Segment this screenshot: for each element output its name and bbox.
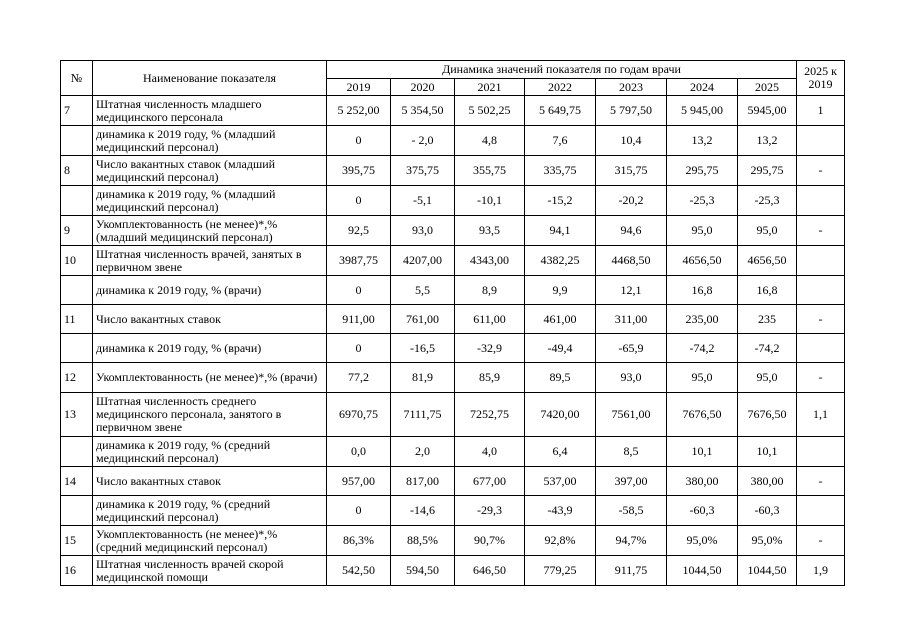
- table-row: [61, 526, 845, 556]
- year-value: 4468,50: [596, 246, 667, 276]
- year-value: 4207,00: [391, 246, 455, 276]
- year-value: 911,75: [596, 556, 667, 586]
- table-row: [61, 186, 845, 216]
- ratio-value: -: [797, 156, 845, 186]
- year-value: 92,8%: [525, 526, 596, 556]
- year-value: 6,4: [525, 437, 596, 467]
- year-value: 7420,00: [525, 393, 596, 437]
- row-number: 14: [61, 467, 93, 496]
- year-value: 5945,00: [738, 96, 797, 126]
- header-dynamics: Динамика значений показателя по годам врачи: [327, 61, 797, 79]
- ratio-value: 1,1: [797, 393, 845, 437]
- year-value: 4,0: [455, 437, 525, 467]
- header-year: 2020: [391, 79, 455, 96]
- year-value: 957,00: [327, 467, 391, 496]
- header-indicator-name: Наименование показателя: [93, 61, 327, 96]
- row-number: [61, 496, 93, 526]
- year-value: 93,0: [596, 363, 667, 393]
- year-value: -49,4: [525, 334, 596, 363]
- year-value: -65,9: [596, 334, 667, 363]
- indicator-name: Штатная численность врачей, занятых в первичном звене: [93, 246, 327, 276]
- year-value: 4382,25: [525, 246, 596, 276]
- year-value: -25,3: [738, 186, 797, 216]
- row-number: [61, 334, 93, 363]
- year-value: 0,0: [327, 437, 391, 467]
- year-value: 7676,50: [667, 393, 738, 437]
- year-value: 5 649,75: [525, 96, 596, 126]
- year-value: 677,00: [455, 467, 525, 496]
- year-value: 86,3%: [327, 526, 391, 556]
- year-value: -43,9: [525, 496, 596, 526]
- indicator-name: Укомплектованность (не менее)*,% (младший медицинский персонал): [93, 216, 327, 246]
- ratio-value: [797, 276, 845, 305]
- year-value: 7561,00: [596, 393, 667, 437]
- year-value: 0: [327, 126, 391, 156]
- table-row: [61, 156, 845, 186]
- year-value: 1044,50: [667, 556, 738, 586]
- row-number: 8: [61, 156, 93, 186]
- year-value: -58,5: [596, 496, 667, 526]
- year-value: 7676,50: [738, 393, 797, 437]
- table-row: [61, 96, 845, 126]
- year-value: 817,00: [391, 467, 455, 496]
- year-value: 5 354,50: [391, 96, 455, 126]
- year-value: 0: [327, 496, 391, 526]
- year-value: -32,9: [455, 334, 525, 363]
- year-value: 235: [738, 305, 797, 334]
- table-row: [61, 393, 845, 437]
- year-value: 397,00: [596, 467, 667, 496]
- row-number: 15: [61, 526, 93, 556]
- ratio-value: [797, 246, 845, 276]
- year-value: 0: [327, 186, 391, 216]
- ratio-value: [797, 437, 845, 467]
- indicator-name: динамика к 2019 году, % (средний медицинский персонал): [93, 437, 327, 467]
- year-value: -60,3: [738, 496, 797, 526]
- year-value: 335,75: [525, 156, 596, 186]
- table-row: [61, 334, 845, 363]
- year-value: 13,2: [667, 126, 738, 156]
- year-value: -5,1: [391, 186, 455, 216]
- row-number: [61, 276, 93, 305]
- year-value: - 2,0: [391, 126, 455, 156]
- year-value: 16,8: [667, 276, 738, 305]
- year-value: 594,50: [391, 556, 455, 586]
- ratio-value: -: [797, 216, 845, 246]
- header-year: 2023: [596, 79, 667, 96]
- table-row: [61, 305, 845, 334]
- indicator-name: динамика к 2019 году, % (средний медицинский персонал): [93, 496, 327, 526]
- year-value: 10,1: [738, 437, 797, 467]
- year-value: -74,2: [738, 334, 797, 363]
- year-value: 295,75: [738, 156, 797, 186]
- row-number: 16: [61, 556, 93, 586]
- year-value: 646,50: [455, 556, 525, 586]
- year-value: 2,0: [391, 437, 455, 467]
- row-number: 7: [61, 96, 93, 126]
- year-value: 94,7%: [596, 526, 667, 556]
- year-value: 95,0: [738, 216, 797, 246]
- indicator-name: Штатная численность младшего медицинского персонала: [93, 96, 327, 126]
- indicator-name: Число вакантных ставок (младший медицинский персонал): [93, 156, 327, 186]
- year-value: 9,9: [525, 276, 596, 305]
- year-value: 90,7%: [455, 526, 525, 556]
- row-number: 12: [61, 363, 93, 393]
- header-year: 2025: [738, 79, 797, 96]
- year-value: 315,75: [596, 156, 667, 186]
- year-value: 3987,75: [327, 246, 391, 276]
- indicator-name: динамика к 2019 году, % (младший медицинский персонал): [93, 126, 327, 156]
- year-value: 85,9: [455, 363, 525, 393]
- table-row: [61, 126, 845, 156]
- year-value: 89,5: [525, 363, 596, 393]
- ratio-value: 1,9: [797, 556, 845, 586]
- year-value: -25,3: [667, 186, 738, 216]
- year-value: 92,5: [327, 216, 391, 246]
- ratio-value: [797, 334, 845, 363]
- year-value: 911,00: [327, 305, 391, 334]
- table-row: [61, 216, 845, 246]
- year-value: 95,0%: [738, 526, 797, 556]
- indicator-name: Укомплектованность (не менее)*,% (средний медицинский персонал): [93, 526, 327, 556]
- ratio-value: -: [797, 467, 845, 496]
- year-value: 295,75: [667, 156, 738, 186]
- year-value: 6970,75: [327, 393, 391, 437]
- year-value: 5 945,00: [667, 96, 738, 126]
- year-value: 380,00: [738, 467, 797, 496]
- year-value: 88,5%: [391, 526, 455, 556]
- year-value: 611,00: [455, 305, 525, 334]
- indicator-name: динамика к 2019 году, % (врачи): [93, 276, 327, 305]
- year-value: 235,00: [667, 305, 738, 334]
- ratio-value: [797, 186, 845, 216]
- year-value: 81,9: [391, 363, 455, 393]
- year-value: -20,2: [596, 186, 667, 216]
- row-number: [61, 186, 93, 216]
- indicator-name: Число вакантных ставок: [93, 467, 327, 496]
- year-value: 355,75: [455, 156, 525, 186]
- year-value: 1044,50: [738, 556, 797, 586]
- header-year: 2019: [327, 79, 391, 96]
- year-value: 93,0: [391, 216, 455, 246]
- row-number: 13: [61, 393, 93, 437]
- year-value: 311,00: [596, 305, 667, 334]
- row-number: 11: [61, 305, 93, 334]
- table-row: [61, 467, 845, 496]
- header-year: 2024: [667, 79, 738, 96]
- year-value: 10,4: [596, 126, 667, 156]
- year-value: 0: [327, 276, 391, 305]
- year-value: -74,2: [667, 334, 738, 363]
- year-value: 5 502,25: [455, 96, 525, 126]
- year-value: 5 797,50: [596, 96, 667, 126]
- year-value: -10,1: [455, 186, 525, 216]
- year-value: 375,75: [391, 156, 455, 186]
- row-number: [61, 126, 93, 156]
- year-value: 77,2: [327, 363, 391, 393]
- year-value: 94,6: [596, 216, 667, 246]
- year-value: -29,3: [455, 496, 525, 526]
- year-value: 95,0: [667, 363, 738, 393]
- year-value: 461,00: [525, 305, 596, 334]
- ratio-value: -: [797, 363, 845, 393]
- ratio-value: -: [797, 305, 845, 334]
- table-row: [61, 496, 845, 526]
- year-value: 7,6: [525, 126, 596, 156]
- indicator-name: Укомплектованность (не менее)*,% (врачи): [93, 363, 327, 393]
- year-value: -16,5: [391, 334, 455, 363]
- year-value: 7252,75: [455, 393, 525, 437]
- row-number: 9: [61, 216, 93, 246]
- year-value: 5 252,00: [327, 96, 391, 126]
- year-value: 4656,50: [738, 246, 797, 276]
- year-value: -15,2: [525, 186, 596, 216]
- indicator-name: Штатная численность среднего медицинского персонала, занятого в первичном звене: [93, 393, 327, 437]
- year-value: 7111,75: [391, 393, 455, 437]
- year-value: 4343,00: [455, 246, 525, 276]
- header-year: 2022: [525, 79, 596, 96]
- year-value: 779,25: [525, 556, 596, 586]
- header-year: 2021: [455, 79, 525, 96]
- table-row: [61, 363, 845, 393]
- row-number: 10: [61, 246, 93, 276]
- year-value: 537,00: [525, 467, 596, 496]
- ratio-value: -: [797, 526, 845, 556]
- year-value: 395,75: [327, 156, 391, 186]
- year-value: 95,0: [667, 216, 738, 246]
- indicator-name: динамика к 2019 году, % (врачи): [93, 334, 327, 363]
- year-value: 8,5: [596, 437, 667, 467]
- header-number: №: [61, 61, 93, 96]
- year-value: 5,5: [391, 276, 455, 305]
- table-row: [61, 276, 845, 305]
- year-value: 542,50: [327, 556, 391, 586]
- indicator-name: Штатная численность врачей скорой медицинской помощи: [93, 556, 327, 586]
- table-row: [61, 556, 845, 586]
- ratio-value: [797, 126, 845, 156]
- year-value: 16,8: [738, 276, 797, 305]
- row-number: [61, 437, 93, 467]
- ratio-value: 1: [797, 96, 845, 126]
- year-value: 8,9: [455, 276, 525, 305]
- table-row: [61, 246, 845, 276]
- year-value: 10,1: [667, 437, 738, 467]
- indicator-name: Число вакантных ставок: [93, 305, 327, 334]
- indicator-table: [60, 60, 845, 586]
- year-value: -60,3: [667, 496, 738, 526]
- year-value: 95,0: [738, 363, 797, 393]
- year-value: 761,00: [391, 305, 455, 334]
- year-value: -14,6: [391, 496, 455, 526]
- table-row: [61, 437, 845, 467]
- year-value: 4656,50: [667, 246, 738, 276]
- year-value: 4,8: [455, 126, 525, 156]
- year-value: 12,1: [596, 276, 667, 305]
- year-value: 13,2: [738, 126, 797, 156]
- indicator-name: динамика к 2019 году, % (младший медицинский персонал): [93, 186, 327, 216]
- year-value: 93,5: [455, 216, 525, 246]
- header-ratio: 2025 к 2019: [797, 61, 845, 96]
- year-value: 94,1: [525, 216, 596, 246]
- ratio-value: [797, 496, 845, 526]
- year-value: 380,00: [667, 467, 738, 496]
- year-value: 0: [327, 334, 391, 363]
- year-value: 95,0%: [667, 526, 738, 556]
